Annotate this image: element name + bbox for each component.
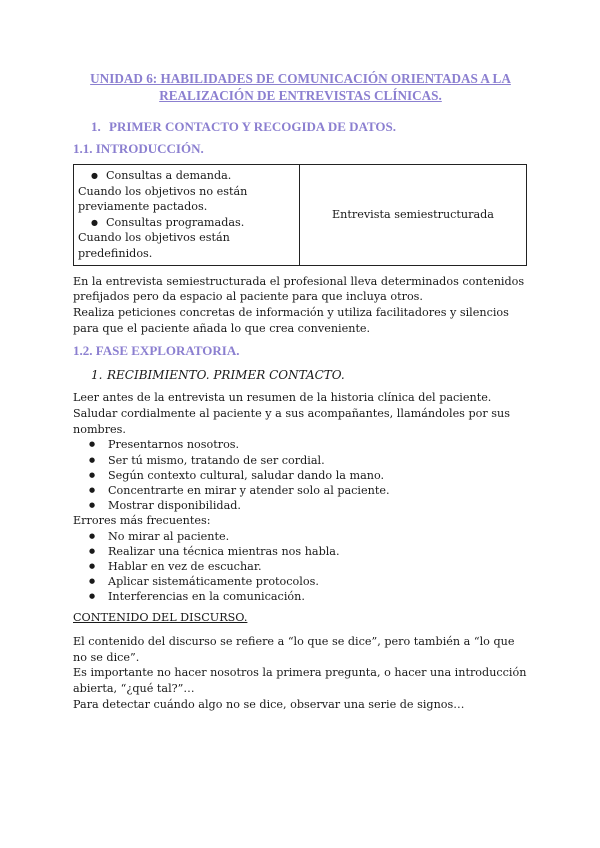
list-item: ● Hablar en vez de escuchar. — [73, 559, 528, 574]
list-item: ● Según contexto cultural, saludar dando la mano. — [73, 468, 528, 483]
section-1-title: PRIMER CONTACTO Y RECOGIDA DE DATOS. — [109, 119, 396, 134]
list-item: ● Mostrar disponibilidad. — [73, 498, 528, 513]
subsection-number: 1. — [91, 368, 103, 383]
errors-label: Errores más frecuentes: — [73, 513, 211, 527]
list-item: ● Aplicar sistemáticamente protocolos. — [73, 574, 528, 589]
reception-list — [73, 437, 528, 512]
errors-list — [73, 529, 528, 604]
list-item: ● Presentarnos nosotros. — [73, 437, 528, 452]
table-right-cell: Entrevista semiestructurada — [300, 165, 527, 266]
list-item: ● Concentrarte en mirar y atender solo al paciente. — [73, 483, 528, 498]
discourse-heading: CONTENIDO DEL DISCURSO. — [73, 611, 248, 625]
list-item: ● Interferencias en la comunicación. — [73, 589, 528, 604]
document-title — [73, 70, 528, 104]
discourse-paragraph-1: El contenido del discurso se refiere a “lo que se dice”, pero también a “lo que no se dice”. — [73, 634, 515, 664]
subsection-heading — [91, 366, 528, 384]
table-left-cell — [74, 165, 300, 266]
table-bullet-1: ● Consultas a demanda. — [78, 168, 295, 184]
intro-paragraph-2: Realiza peticiones concretas de información y utiliza facilitadores y silencios para que el paciente añada lo que crea conveniente. — [73, 305, 509, 335]
discourse-paragraph-3: Para detectar cuándo algo no se dice, observar una serie de signos… — [73, 697, 465, 711]
section-1-1-heading: 1.1. INTRODUCCIÓN. — [73, 141, 204, 156]
subsection-title: RECIBIMIENTO. PRIMER CONTACTO. — [107, 368, 345, 383]
section-1-number: 1. — [91, 119, 101, 134]
reception-paragraph-2: Saludar cordialmente al paciente y a sus acompañantes, llamándoles por sus nombres. — [73, 407, 510, 436]
title-line-1: UNIDAD 6: HABILIDADES DE COMUNICACIÓN ORIENTADAS A LA — [90, 71, 511, 86]
table-text-1: Cuando los objetivos no están previamente pactados. — [78, 184, 248, 214]
title-line-2: REALIZACIÓN DE ENTREVISTAS CLÍNICAS. — [159, 88, 442, 103]
list-item: ● No mirar al paciente. — [73, 529, 528, 544]
consultation-table — [73, 164, 527, 266]
list-item: ● Realizar una técnica mientras nos habla. — [73, 544, 528, 559]
section-1-2-heading: 1.2. FASE EXPLORATORIA. — [73, 343, 240, 359]
reception-paragraph-1: Leer antes de la entrevista un resumen de la historia clínica del paciente. — [73, 391, 492, 405]
intro-paragraph-1: En la entrevista semiestructurada el profesional lleva determinados contenidos prefijados pero da espacio al paciente para que incluya otros. — [73, 274, 525, 304]
document-page — [73, 70, 528, 712]
table-bullet-2: ● Consultas programadas. — [78, 215, 295, 231]
list-item: ● Ser tú mismo, tratando de ser cordial. — [73, 453, 528, 468]
discourse-paragraph-2: Es importante no hacer nosotros la primera pregunta, o hacer una introducción abierta, “¿qué tal?”… — [73, 666, 527, 695]
table-text-2: Cuando los objetivos están predefinidos. — [78, 231, 230, 260]
section-1-heading — [91, 118, 528, 136]
